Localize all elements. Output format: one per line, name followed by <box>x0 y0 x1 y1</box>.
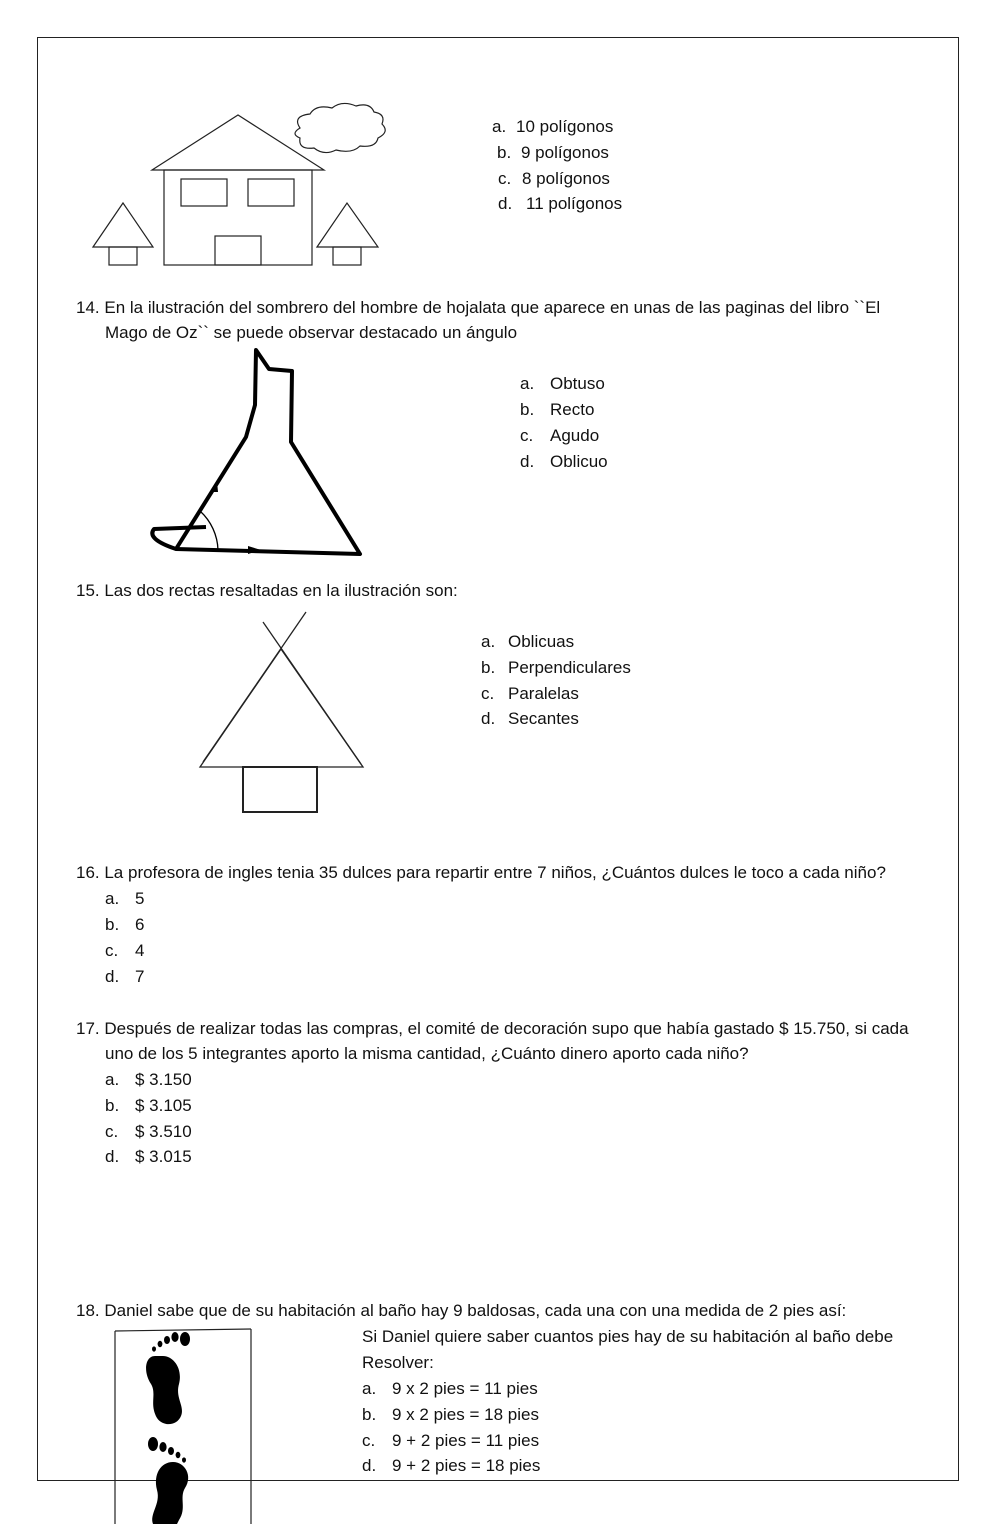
tree-right-trunk <box>333 247 361 265</box>
q18-question-line1: 18. Daniel sabe que de su habitación al baño hay 9 baldosas, cada una con una medida de 2 pies así: <box>76 1301 847 1320</box>
tree-trunk <box>243 767 317 812</box>
q17-option-c[interactable]: c. $ 3.510 <box>105 1122 192 1141</box>
window-left <box>181 179 227 206</box>
q18-option-d[interactable]: d. 9 + 2 pies = 18 pies <box>362 1456 541 1475</box>
q13-option-a[interactable]: a. 10 polígonos <box>492 117 614 136</box>
q15-option-b[interactable]: b. Perpendiculares <box>481 658 631 677</box>
tin-man-hat-figure <box>148 345 368 560</box>
tree-left-top <box>93 203 153 247</box>
q13-option-d[interactable]: d. 11 polígonos <box>498 194 623 213</box>
q14-option-c[interactable]: c. Agudo <box>520 426 600 445</box>
door <box>215 236 261 265</box>
q18-side-text-line2: Resolver: <box>362 1353 434 1372</box>
q17-question-line2: uno de los 5 integrantes aporto la misma cantidad, ¿Cuánto dinero aporto cada niño? <box>105 1044 749 1063</box>
q14-option-a[interactable]: a. Obtuso <box>520 374 605 393</box>
q13-option-b[interactable]: b. 9 polígonos <box>497 143 609 162</box>
q14-option-d[interactable]: d. Oblicuo <box>520 452 608 471</box>
footprint-top-icon <box>146 1332 190 1424</box>
footprint-bottom-icon <box>148 1437 188 1524</box>
q13-option-c[interactable]: c. 8 polígonos <box>498 169 610 188</box>
q17-option-b[interactable]: b. $ 3.105 <box>105 1096 192 1115</box>
q17-option-a[interactable]: a. $ 3.150 <box>105 1070 192 1089</box>
highlighted-line-1 <box>263 622 361 764</box>
q14-question-line2: Mago de Oz`` se puede observar destacado un ángulo <box>105 323 518 342</box>
house-polygons-figure <box>90 100 390 270</box>
q15-option-c[interactable]: c. Paralelas <box>481 684 579 703</box>
hat-outline <box>176 350 360 554</box>
house-body <box>164 170 312 265</box>
q16-option-d[interactable]: d. 7 <box>105 967 145 986</box>
q18-option-c[interactable]: c. 9 + 2 pies = 11 pies <box>362 1431 540 1450</box>
q16-option-a[interactable]: a. 5 <box>105 889 145 908</box>
q15-option-d[interactable]: d. Secantes <box>481 709 579 728</box>
q15-question-line1: 15. Las dos rectas resaltadas en la ilustración son: <box>76 581 458 600</box>
tile-top-edge <box>115 1329 251 1331</box>
q16-option-b[interactable]: b. 6 <box>105 915 145 934</box>
q15-option-a[interactable]: a. Oblicuas <box>481 632 575 651</box>
cloud-shape <box>295 103 385 152</box>
tree-left-trunk <box>109 247 137 265</box>
q17-option-d[interactable]: d. $ 3.015 <box>105 1147 192 1166</box>
q17-question-line1: 17. Después de realizar todas las compras, el comité de decoración supo que había gastado $ 15.750, si cada <box>76 1019 909 1038</box>
tree-lines-figure <box>195 608 370 818</box>
window-right <box>248 179 294 206</box>
q16-question-line1: 16. La profesora de ingles tenia 35 dulces para repartir entre 7 niños, ¿Cuántos dulces le toco a cada niño? <box>76 863 886 882</box>
q14-option-b[interactable]: b. Recto <box>520 400 595 419</box>
q18-option-a[interactable]: a. 9 x 2 pies = 11 pies <box>362 1379 538 1398</box>
tree-right-top <box>317 203 378 247</box>
angle-arc <box>200 511 218 550</box>
q14-question-line1: 14. En la ilustración del sombrero del hombre de hojalata que aparece en unas de las paginas del libro ``El <box>76 298 881 317</box>
q16-option-c[interactable]: c. 4 <box>105 941 145 960</box>
q18-option-b[interactable]: b. 9 x 2 pies = 18 pies <box>362 1405 539 1424</box>
tree-triangle <box>200 649 363 767</box>
footprints-tiles-figure <box>115 1328 252 1524</box>
q18-side-text-line1: Si Daniel quiere saber cuantos pies hay de su habitación al baño debe <box>362 1327 894 1346</box>
arrow-up-icon <box>210 481 218 492</box>
highlighted-line-2 <box>203 612 306 762</box>
